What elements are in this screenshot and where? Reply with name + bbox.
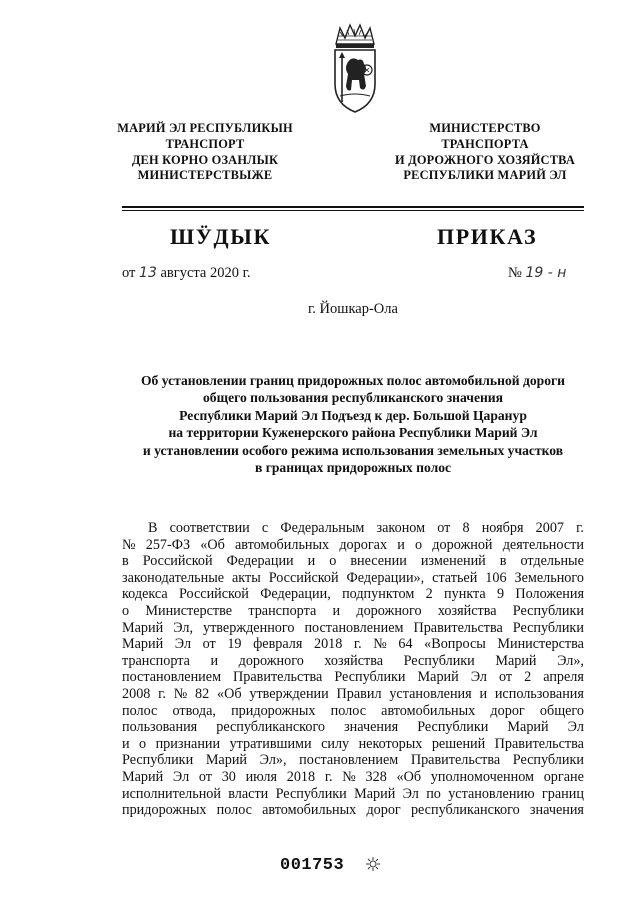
body-word: 64	[398, 636, 413, 653]
body-line	[122, 752, 584, 769]
body-word: и	[307, 553, 316, 570]
city-line: г. Йошкар-Ола	[308, 301, 398, 317]
subject-line: Республики Марий Эл Подъезд к дер. Большой Царанур	[179, 407, 527, 423]
body-word: «Об	[217, 685, 242, 702]
body-word: исполнительной	[122, 785, 221, 802]
body-word: Эл	[402, 785, 419, 802]
body-word: Земельного	[514, 569, 584, 586]
body-word: февраля	[253, 636, 303, 653]
body-word: Эл	[470, 669, 487, 686]
body-word: Республики	[334, 669, 406, 686]
header-right-line-3: И ДОРОЖНОГО ХОЗЯЙСТВА	[394, 152, 575, 167]
body-word: Республики	[417, 719, 489, 736]
body-word: силу	[321, 735, 350, 752]
body-word: В	[148, 520, 158, 536]
body-word: уполномоченном	[430, 768, 534, 785]
body-word: и	[479, 685, 488, 702]
body-word: хозяйства	[437, 602, 497, 619]
body-word: Правил	[336, 685, 382, 702]
body-word: Эл	[174, 636, 192, 653]
order-date	[122, 265, 251, 282]
body-word: Марий	[122, 768, 164, 785]
body-word: власти	[228, 785, 269, 802]
body-word: внесении	[350, 553, 407, 570]
body-line	[122, 769, 584, 786]
body-word: в	[122, 553, 129, 570]
body-word: отвода,	[172, 702, 216, 719]
body-word: Федеральным	[280, 520, 365, 536]
body-word: 328	[365, 768, 387, 785]
body-word: от	[437, 520, 451, 536]
body-word: Министерства	[497, 636, 584, 653]
header-left-line-3: ДЕН КОРНО ОЗАНЛЫК	[131, 152, 279, 167]
body-word: ноября	[481, 520, 524, 536]
body-word: от	[499, 669, 513, 686]
body-word: решений	[431, 735, 486, 752]
body-word: дорожного	[356, 602, 422, 619]
body-word: деятельности	[502, 536, 584, 553]
body-word: постановлением	[304, 619, 404, 636]
body-word: Правительства	[413, 619, 503, 636]
body-word: Министерстве	[145, 602, 233, 619]
body-word: Республики	[403, 652, 475, 669]
body-word: Федерации	[226, 553, 294, 570]
subject-line: на территории Куженерского района Республики Марий Эл	[168, 425, 538, 441]
body-word: №	[342, 768, 356, 785]
body-word: и	[122, 735, 130, 752]
body-word: Эл»,	[259, 752, 287, 769]
body-line	[122, 653, 584, 670]
body-word: от	[202, 636, 216, 653]
subject-line: общего пользования республиканского значения	[203, 390, 503, 406]
body-word: 257-ФЗ	[145, 536, 191, 553]
title-russian: ПРИКАЗ	[437, 224, 538, 249]
body-line	[122, 686, 584, 703]
subject-line: и установлении особого режима использования земельных участков	[142, 442, 564, 458]
body-word: республиканского	[410, 802, 520, 819]
body-line	[122, 553, 584, 570]
body-word: Федерации,	[260, 586, 331, 603]
body-line	[122, 636, 584, 653]
body-word: Республики	[275, 785, 347, 802]
body-word: придорожных	[231, 702, 316, 719]
body-word: автомобильных	[381, 702, 476, 719]
header-right-line-1: МИНИСТЕРСТВО	[429, 121, 541, 135]
body-word: Правительства	[494, 735, 584, 752]
header-rule-thick	[122, 206, 584, 208]
body-word: дорог	[366, 802, 401, 819]
body-word: автомобильных	[262, 802, 357, 819]
body-word: утвержденного	[202, 619, 295, 636]
body-line	[122, 719, 584, 736]
body-word: отдельные	[520, 553, 584, 570]
date-day-handwritten: 13	[139, 265, 157, 281]
body-word: республиканского	[216, 719, 326, 736]
body-word: акты	[232, 569, 261, 586]
body-word: 82	[195, 685, 210, 702]
body-word: постановлением	[122, 669, 222, 686]
body-word: и	[210, 652, 219, 669]
body-word: утратившими	[229, 735, 312, 752]
body-word: общего	[539, 702, 584, 719]
body-word: Правительства	[410, 752, 501, 769]
body-word: постановлением	[299, 752, 399, 769]
body-line	[122, 669, 584, 686]
body-word: Правительства	[233, 669, 323, 686]
body-word: Республики	[512, 752, 584, 769]
body-word: в	[499, 553, 507, 570]
body-word: г.	[576, 520, 584, 536]
body-word: 106	[485, 569, 507, 586]
number-value-handwritten: 19 - н	[525, 265, 567, 281]
body-word: дорожной	[432, 536, 493, 553]
body-word: подпунктом	[342, 586, 415, 603]
coat-of-arms-icon	[330, 22, 380, 114]
ornament-icon	[366, 857, 380, 871]
body-word: Российской	[178, 586, 249, 603]
body-word: г.	[353, 636, 362, 653]
order-body	[122, 520, 584, 819]
header-left-line-1: МАРИЙ ЭЛ РЕСПУБЛИКЫН	[117, 121, 293, 135]
body-word: хозяйства	[324, 652, 384, 669]
body-word: и	[332, 602, 341, 619]
number-prefix: №	[508, 265, 522, 281]
body-word: 2008	[122, 685, 151, 702]
body-word: полос	[216, 802, 252, 819]
body-word: 19	[227, 636, 242, 653]
body-word: №	[122, 536, 136, 553]
body-word: «Об	[396, 768, 422, 785]
body-word: Эл	[567, 719, 584, 736]
order-subject	[100, 372, 606, 476]
title-mari: ШӰДЫК	[170, 224, 271, 249]
body-word: Эл	[172, 768, 190, 785]
subject-line: в границах придорожных полос	[254, 460, 452, 476]
body-word: пользования	[122, 719, 198, 736]
body-word: статьей	[432, 569, 478, 586]
body-word: №	[173, 685, 188, 702]
body-line	[122, 620, 584, 637]
body-word: Республики	[512, 602, 584, 619]
body-word: дорожного	[238, 652, 304, 669]
body-line	[122, 603, 584, 620]
header-left-line-2: ТРАНСПОРТ	[165, 136, 245, 151]
body-word: Эл»,	[557, 652, 584, 669]
body-word: Российской	[142, 553, 213, 570]
body-word: Марий	[122, 619, 164, 636]
body-word: Марий	[495, 652, 537, 669]
body-word: законодательные	[122, 569, 225, 586]
body-word: Эл,	[173, 619, 193, 636]
body-word: Положения	[515, 586, 584, 603]
body-word: Республики	[122, 752, 194, 769]
body-word: пункта	[444, 586, 486, 603]
body-word: установлению	[448, 785, 535, 802]
body-word: с	[261, 520, 269, 536]
body-word: кодекса	[122, 586, 168, 603]
order-number	[508, 265, 566, 282]
body-word: утверждении	[249, 685, 329, 702]
body-word: №	[373, 636, 387, 653]
body-word: о	[122, 602, 130, 619]
body-word: законом	[376, 520, 426, 536]
body-line	[122, 537, 584, 554]
body-word: 2	[524, 669, 532, 686]
header-right-block	[370, 121, 600, 184]
body-word: Республики	[512, 619, 584, 636]
body-word: значения	[529, 802, 584, 819]
body-word: некоторых	[358, 735, 423, 752]
header-right-line-2: ТРАНСПОРТА	[441, 136, 529, 151]
body-word: транспорта	[122, 652, 190, 669]
body-line	[122, 520, 584, 537]
date-rest: августа 2020 г.	[160, 265, 251, 281]
body-word: признании	[155, 735, 221, 752]
body-line	[122, 736, 584, 753]
body-word: Марий	[122, 636, 164, 653]
body-word: по	[426, 785, 441, 802]
body-word: границ	[541, 785, 584, 802]
body-word: 9	[497, 586, 505, 603]
body-word: придорожных	[122, 802, 207, 819]
body-word: использования	[494, 685, 584, 702]
body-word: о	[139, 735, 147, 752]
body-word: Федерации»,	[346, 569, 425, 586]
header-right-line-4: РЕСПУБЛИКИ МАРИЙ ЭЛ	[403, 168, 567, 183]
body-word: Марий	[417, 669, 459, 686]
body-word: апреля	[543, 669, 584, 686]
body-word: полос	[122, 702, 158, 719]
body-word: «Вопросы	[424, 636, 486, 653]
body-word: Марий	[205, 752, 248, 769]
body-word: автомобильных	[235, 536, 330, 553]
body-word: от	[198, 768, 212, 785]
body-word: г.	[324, 768, 333, 785]
header-left-block	[90, 121, 320, 184]
body-word: о	[329, 553, 337, 570]
body-word: дорогах	[339, 536, 388, 553]
body-line	[122, 802, 584, 819]
body-word: 2018	[313, 636, 343, 653]
body-word: о	[415, 536, 423, 553]
body-word: Марий	[507, 719, 549, 736]
header-rule-thin	[122, 210, 584, 211]
body-word: 2007	[535, 520, 565, 536]
body-word: 8	[462, 520, 470, 536]
body-word: «Об	[200, 536, 225, 553]
body-word: соответствии	[169, 520, 250, 536]
body-word: 30	[221, 768, 236, 785]
body-word: и	[397, 536, 405, 553]
header-left-line-4: МИНИСТЕРСТВЫЖЕ	[137, 168, 273, 183]
body-word: изменений	[420, 553, 486, 570]
body-word: полос	[330, 702, 366, 719]
body-word: июля	[245, 768, 278, 785]
subject-line: Об установлении границ придорожных полос автомобильной дороги	[140, 373, 566, 388]
body-line	[122, 586, 584, 603]
body-word: г.	[158, 685, 166, 702]
body-word: органе	[543, 768, 584, 785]
body-word: дорог	[490, 702, 525, 719]
body-line	[122, 786, 584, 803]
body-word: Российской	[268, 569, 339, 586]
body-line	[122, 703, 584, 720]
body-word: Марий	[354, 785, 396, 802]
body-word: 2018	[286, 768, 316, 785]
body-word: значения	[344, 719, 399, 736]
body-word: установления	[389, 685, 472, 702]
body-word: 2	[425, 586, 433, 603]
body-word: транспорта	[248, 602, 317, 619]
date-prefix: от	[122, 265, 136, 281]
footer-serial-number: 001753	[280, 856, 345, 875]
body-line	[122, 570, 584, 587]
